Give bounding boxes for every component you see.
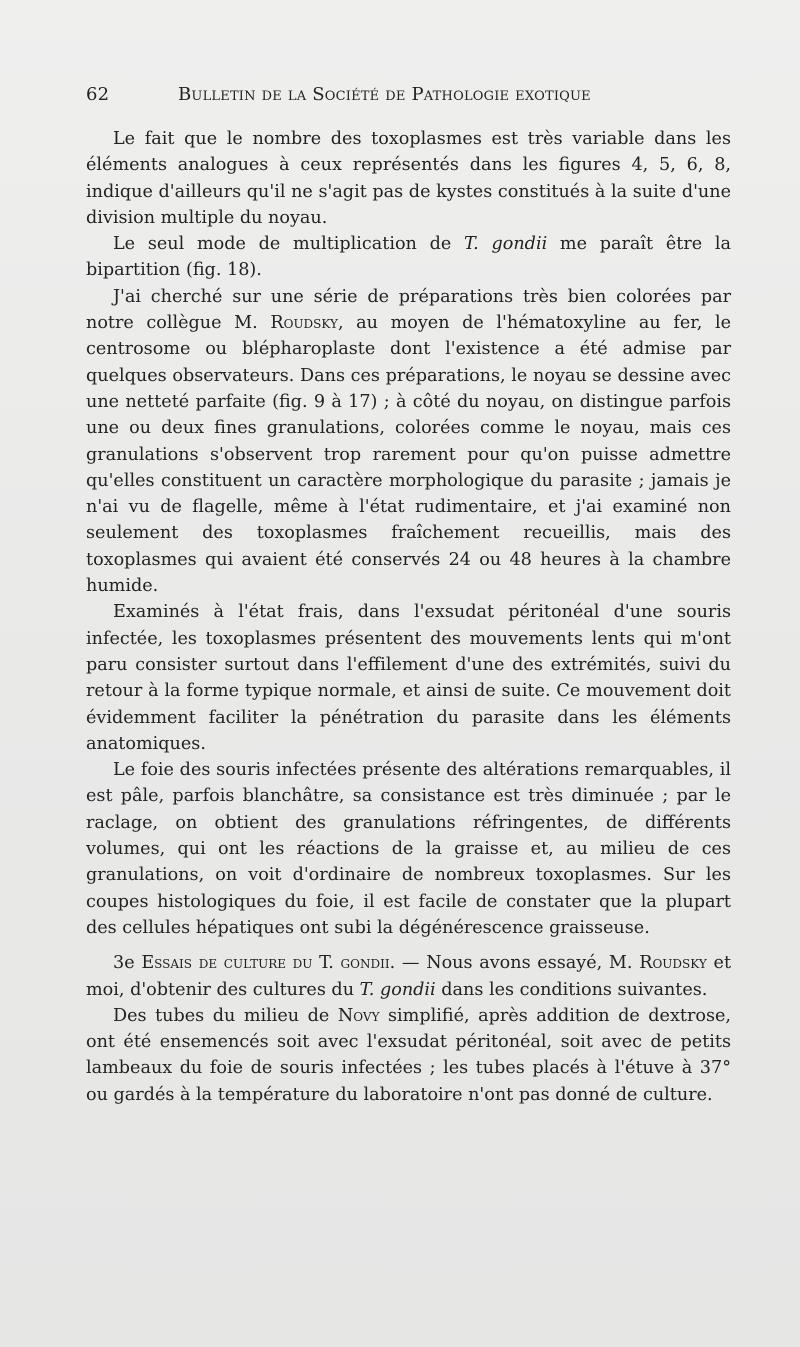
text-run: Nous avons essayé, M.	[426, 953, 640, 974]
species-name: T. gondii	[464, 234, 548, 255]
text-run: , au moyen de l'hématoxyline au fer, le centrosome ou blépharoplaste dont l'existence a été admise par quelques observateurs. Dans ces préparations, le noyau se dessine avec une netteté parfaite (fig. 9 à 17) ; à côté du noyau, on distingue parfois une ou deux fines granulations, colorées comme le noyau, mais ces granulations s'observent trop rarement pour qu'on puisse admettre qu'elles constituent un caractère morphologique du parasite ; jamais je n'ai vu de flagelle, même à l'état rudimentaire, et j'ai examiné non seulement des toxoplasmes fraîchement recueillis, mais des toxoplasmes qui avaient été conservés 24 ou 48 heures à la chambre humide.	[86, 313, 731, 597]
paragraph-1: Le fait que le nombre des toxoplasmes est très variable dans les éléments analogues à ceux représentés dans les figures 4, 5, 6, 8, indique d'ailleurs qu'il ne s'agit pas de kystes constitués à la suite d'une division multiple du noyau.	[86, 129, 731, 228]
text-run: J'ai cherché sur une série de préparations très bien colorées par notre collègue M.	[86, 286, 731, 334]
author-name: Roudsky	[270, 313, 338, 334]
species-name: T. gondii	[359, 979, 436, 1000]
page-number: 62	[86, 84, 110, 105]
text-run: Le seul mode de multiplication de	[113, 234, 465, 255]
paragraph-4: Examinés à l'état frais, dans l'exsudat péritonéal d'une souris infectée, les toxoplasmes présentent des mouvements lents qui m'ont paru consister surtout dans l'effilement d'une des extrémités, suivi du retour à la forme typique normale, et ainsi de suite. Ce mouvement doit évidemment faciliter la pénétration du parasite dans les éléments anatomiques.	[86, 602, 731, 754]
section-number: 3e	[113, 953, 135, 974]
paragraph-2	[86, 231, 731, 284]
running-title: Bulletin de la Société de Pathologie exotique	[178, 84, 591, 105]
section-heading: Essais de culture du T. gondii.	[141, 953, 396, 974]
author-name: Novy	[337, 1005, 380, 1026]
text-run: simplifié, après addition de dextrose, ont été ensemencés soit avec l'exsudat péritonéal, soit avec de petits lambeaux du foie de souris infectées ; les tubes placés à l'étuve à 37° ou gardés à la température du laboratoire n'ont pas donné de culture.	[86, 1005, 731, 1105]
paragraph-5: Le foie des souris infectées présente des altérations remarquables, il est pâle, parfois blanchâtre, sa consistance est très diminuée ; par le raclage, on obtient des granulations réfringentes, de différents volumes, qui ont les réactions de la graisse et, au milieu de ces granulations, on voit d'ordinaire de nombreux toxoplasmes. Sur les coupes histologiques du foie, il est facile de constater que la plupart des cellules hépatiques ont subi la dégénérescence graisseuse.	[86, 760, 731, 938]
text-run: Des tubes du milieu de	[113, 1005, 338, 1026]
paragraph-3	[86, 284, 731, 600]
text-run: me paraît être la bipartition (fig. 18).	[86, 234, 731, 281]
author-name: Roudsky	[639, 953, 707, 974]
dash: —	[395, 953, 427, 974]
text-run: et moi, d'obtenir des cultures du	[86, 953, 732, 1000]
running-header	[86, 84, 706, 114]
text-run: dans les conditions suivantes.	[435, 979, 708, 1000]
article-body	[86, 126, 731, 1108]
paragraph-7	[86, 1003, 731, 1108]
section-paragraph	[86, 950, 731, 1003]
